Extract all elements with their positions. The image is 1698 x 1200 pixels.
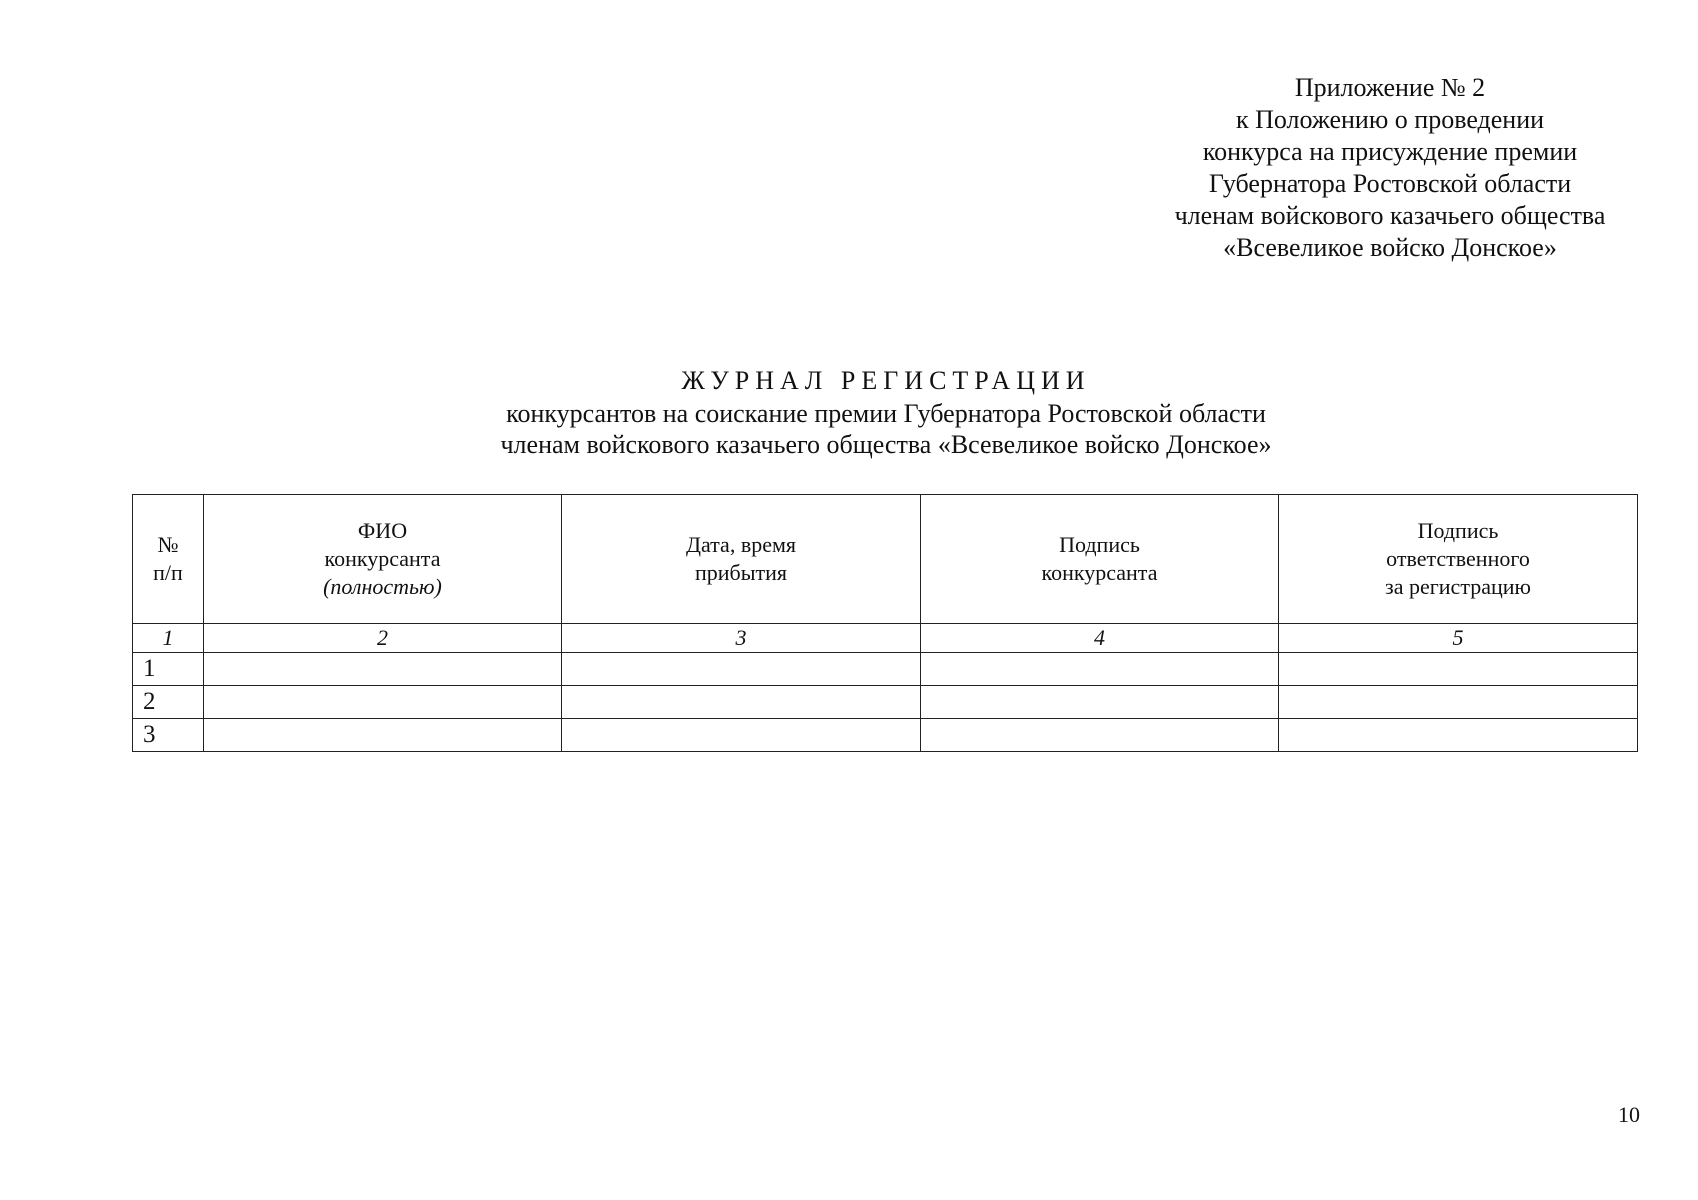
column-number-row	[133, 624, 1638, 653]
journal-subtitle-line: членам войскового казачьего общества «Всевеликое войско Донское»	[500, 430, 1272, 459]
row-number-cell: 3	[133, 719, 204, 752]
table-cell	[921, 719, 1279, 752]
table-cell	[204, 653, 562, 686]
appendix-line: к Положению о проведении	[1235, 105, 1545, 134]
table-cell	[562, 719, 921, 752]
table-row	[133, 653, 1638, 686]
row-number-cell: 1	[133, 653, 204, 686]
column-number-cell: 2	[204, 624, 562, 653]
column-number-cell: 4	[921, 624, 1279, 653]
table-row	[133, 686, 1638, 719]
table-row	[133, 719, 1638, 752]
journal-subtitle-line: конкурсантов на соискание премии Губернатора Ростовской области	[506, 399, 1266, 428]
registration-table	[132, 494, 1638, 752]
appendix-line: конкурса на присуждение премии	[1202, 137, 1578, 166]
journal-title-block	[0, 364, 1698, 460]
table-cell	[204, 686, 562, 719]
header-arrival-datetime: Дата, время прибытия	[562, 495, 921, 624]
row-number-cell: 2	[133, 686, 204, 719]
header-contestant-signature: Подпись конкурсанта	[921, 495, 1279, 624]
table-cell	[1279, 686, 1638, 719]
table-cell	[562, 686, 921, 719]
appendix-line: Приложение № 2	[1294, 73, 1486, 102]
appendix-line: «Всевеликое войско Донское»	[1223, 233, 1557, 262]
table-cell	[921, 653, 1279, 686]
appendix-block	[1140, 72, 1640, 264]
column-number-cell: 3	[562, 624, 921, 653]
table-cell	[1279, 719, 1638, 752]
table-cell	[921, 686, 1279, 719]
header-registrar-signature: Подпись ответственного за регистрацию	[1279, 495, 1638, 624]
table-cell	[204, 719, 562, 752]
table-header-row	[133, 495, 1638, 624]
appendix-line: Губернатора Ростовской области	[1208, 169, 1572, 198]
table-cell	[1279, 653, 1638, 686]
appendix-line: членам войскового казачьего общества	[1174, 201, 1606, 230]
header-full-name: ФИО конкурсанта (полностью)	[204, 495, 562, 624]
column-number-cell: 1	[133, 624, 204, 653]
column-number-cell: 5	[1279, 624, 1638, 653]
header-number: № п/п	[133, 495, 204, 624]
table-cell	[562, 653, 921, 686]
journal-heading: ЖУРНАЛ РЕГИСТРАЦИИ	[681, 366, 1091, 395]
page-number: 10	[1618, 1102, 1640, 1127]
